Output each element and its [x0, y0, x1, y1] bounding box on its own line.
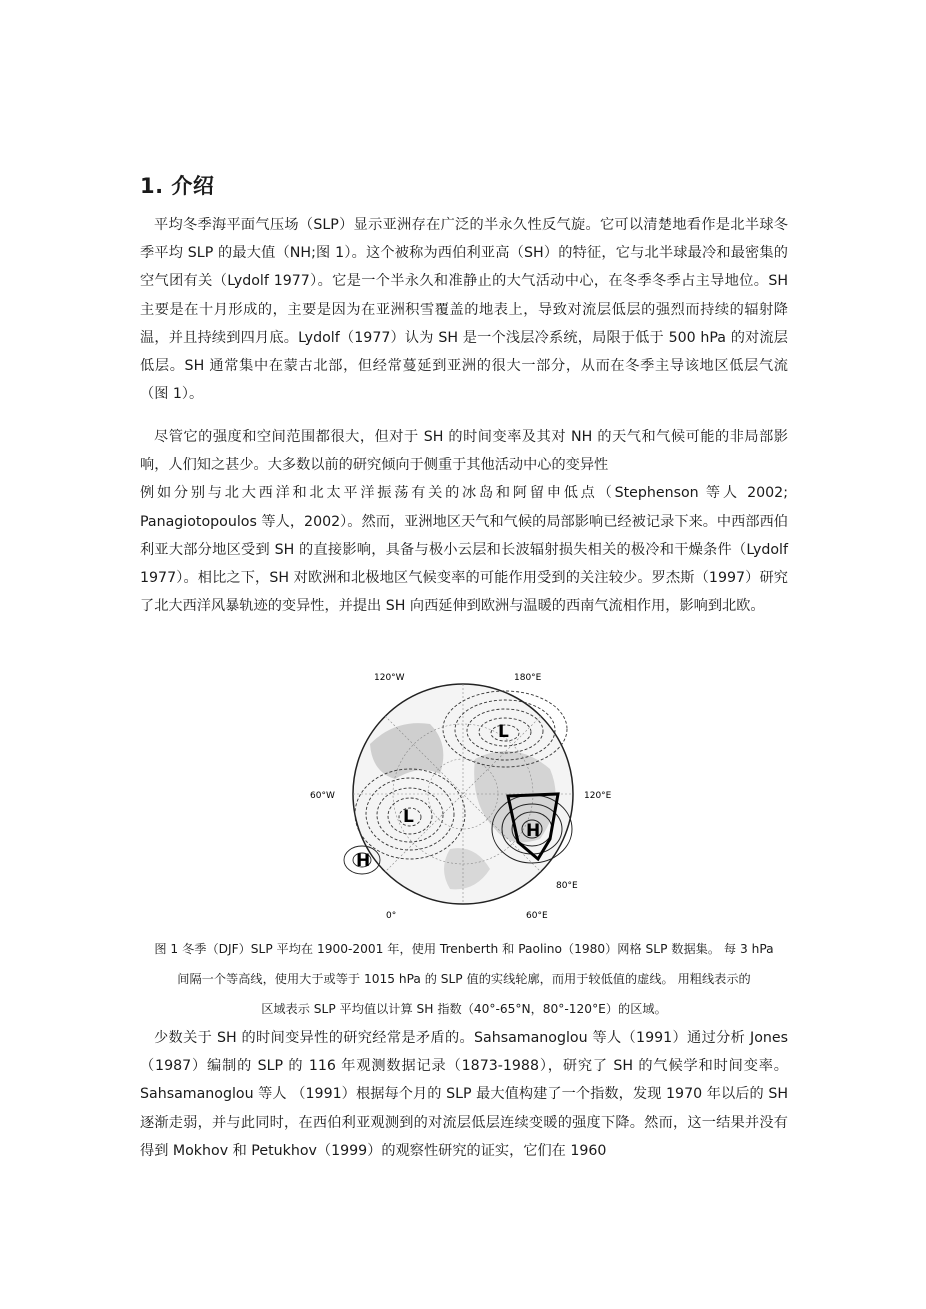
caption-line: 间隔一个等高线，使用大于或等于 1015 hPa 的 SLP 值的实线轮廓，而用于较低值的虚线。 用粗线表示的 [177, 972, 751, 986]
polar-slp-map-graphic [300, 664, 626, 926]
paragraph-variability [140, 423, 788, 620]
longitude-label: 120°E [584, 791, 612, 801]
figure-caption [140, 934, 788, 1024]
figure-slp-map [300, 664, 626, 926]
paragraph-variability-part1: 尽管它的强度和空间范围都很大，但对于 SH 的时间变率及其对 NH 的天气和气候可能的非局部影响，人们知之甚少。大多数以前的研究倾向于侧重于其他活动中心的变异性 [140, 429, 788, 474]
caption-line: 区域表示 SLP 平均值以计算 SH 指数（40°-65°N，80°-120°E）的区域。 [261, 1002, 667, 1016]
longitude-label: 60°E [526, 911, 548, 921]
longitude-label: 60°W [310, 791, 335, 801]
paragraph-variability-part2: 例如分别与北大西洋和北太平洋振荡有关的冰岛和阿留申低点（Stephenson 等人 2002; Panagiotopoulos 等人，2002）。然而，亚洲地区天气和气候的局部影响已经被记录下来。中西部西伯利亚大部分地区受到 SH 的直接影响，具备与极小云层和长波辐射损失相关的极冷和干燥条件（Lydolf 1977）。相比之下，SH 对欧洲和北极地区气候变率的可能作用受到的关注较少。罗杰斯（1997）研究了北大西洋风暴轨迹的变异性，并提出 SH 向西延伸到欧洲与温暖的西南气流相作用，影响到北欧。 [140, 485, 788, 615]
latitude-label: 80°E [556, 881, 578, 891]
section-heading: 1. 介绍 [140, 174, 215, 198]
low-pressure-label: L [498, 722, 509, 742]
paragraph-intro: 平均冬季海平面气压场（SLP）显示亚洲存在广泛的半永久性反气旋。它可以清楚地看作是北半球冬季平均 SLP 的最大值（NH;图 1）。这个被称为西伯利亚高（SH）的特征，它与北半球最冷和最密集的空气团有关（Lydolf 1977）。它是一个半永久和准静止的大气活动中心，在冬季冬季占主导地位。SH 主要是在十月形成的，主要是因为在亚洲积雪覆盖的地表上，导致对流层低层的强烈而持续的辐射降温，并且持续到四月底。Lydolf（1977）认为 SH 是一个浅层冷系统，局限于低于 500 hPa 的对流层低层。SH 通常集中在蒙古北部，但经常蔓延到亚洲的很大一部分，从而在冬季主导该地区低层气流（图 1）。 [140, 217, 788, 403]
paragraph-previous-studies: 少数关于 SH 的时间变异性的研究经常是矛盾的。Sahsamanoglou 等人（1991）通过分析 Jones（1987）编制的 SLP 的 116 年观测数据记录（1873-1988），研究了 SH 的气候学和时间变率。Sahsamanoglou 等人 （1991）根据每个月的 SLP 最大值构建了一个指数，发现 1970 年以后的 SH 逐渐走弱，并与此同时，在西伯利亚观测到的对流层低层连续变暖的强度下降。然而，这一结果并没有得到 Mokhov 和 Petukhov（1999）的观察性研究的证实，它们在 1960 [140, 1030, 788, 1159]
longitude-label: 120°W [374, 673, 405, 683]
high-pressure-label: H [356, 851, 371, 871]
high-pressure-label: H [526, 821, 541, 841]
caption-line: 图 1 冬季（DJF）SLP 平均在 1900-2001 年，使用 Trenberth 和 Paolino（1980）网格 SLP 数据集。 每 3 hPa [154, 942, 774, 956]
longitude-label: 0° [386, 911, 397, 921]
low-pressure-label: L [403, 807, 414, 827]
longitude-label: 180°E [514, 673, 542, 683]
